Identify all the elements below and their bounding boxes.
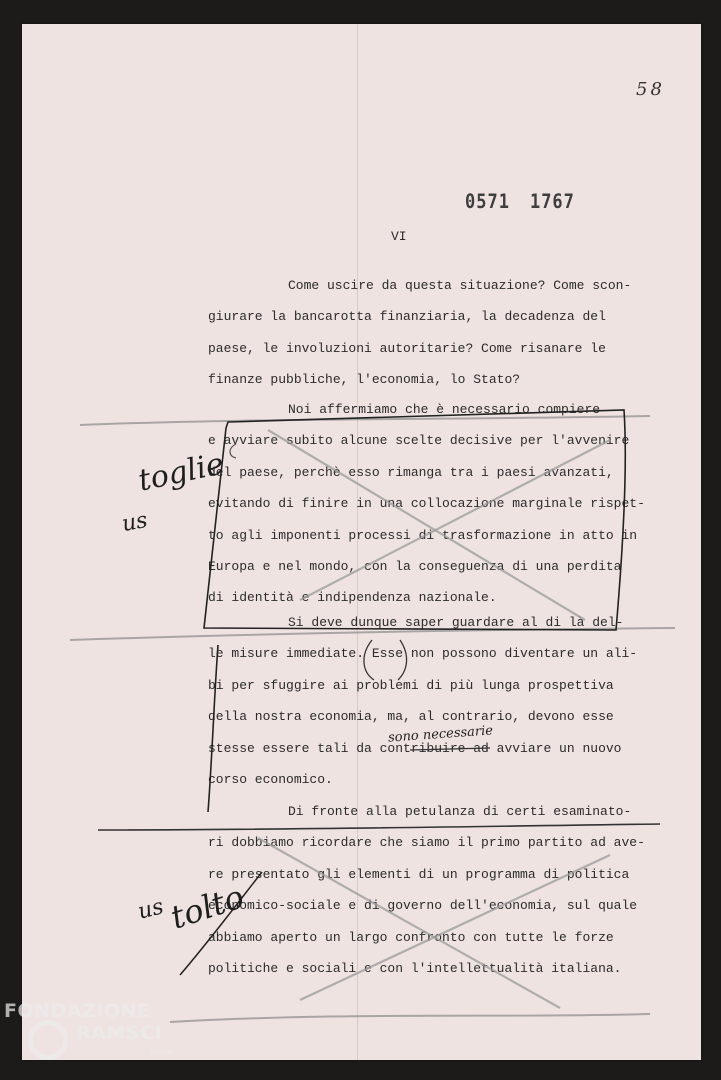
watermark-g-icon xyxy=(28,1020,68,1060)
paragraph-3 xyxy=(208,607,638,795)
watermark-line-1: FONDAZIONE xyxy=(4,1000,151,1022)
text-line: abbiamo aperto un largo confronto con tutte le forze xyxy=(208,929,614,945)
text-line: del paese, perchè esso rimanga tra i paesi avanzati, xyxy=(208,464,614,480)
text-line: Di fronte alla petulanza di certi esaminato- xyxy=(288,804,632,819)
text-line: stesse essere tali da contribuire ad avviare un nuovo xyxy=(208,740,622,756)
stamp-part-1: 0571 xyxy=(465,190,510,214)
page-number: 58 xyxy=(636,79,665,100)
text-line: di identità e indipendenza nazionale. xyxy=(208,590,497,606)
text-line: ri dobbiamo ricordare che siamo il primo partito ad ave- xyxy=(208,835,645,851)
text-line: giurare la bancarotta finanziaria, la decadenza del xyxy=(208,309,606,325)
fondazione-gramsci-watermark xyxy=(4,1000,204,1070)
stamp-part-2: 1767 xyxy=(529,190,575,214)
text-line: economico-sociale e di governo dell'economia, sul quale xyxy=(208,898,638,914)
paragraph-1 xyxy=(208,270,632,396)
text-line: Europa e nel mondo, con la conseguenza di una perdita xyxy=(208,558,622,574)
text-line: to agli imponenti processi di trasformazione in atto in xyxy=(208,527,638,543)
handwritten-us-2: us xyxy=(135,894,167,925)
text-line: finanze pubbliche, l'economia, lo Stato? xyxy=(208,372,521,388)
paragraph-2 xyxy=(208,394,645,614)
text-line: le misure immediate. Esse non possono diventare un ali- xyxy=(208,646,638,662)
text-line: Si deve dunque saper guardare al di là del- xyxy=(288,615,624,630)
handwritten-insertion: sono necessarie xyxy=(387,723,494,746)
watermark-line-2: RAMSCI xyxy=(76,1022,162,1044)
paragraph-4 xyxy=(208,796,645,984)
text-line: e avviare subito alcune scelte decisive per l'avvenire xyxy=(208,433,630,449)
text-line: bi per sfuggire ai problemi di più lunga prospettiva xyxy=(208,677,614,693)
handwritten-tolto: tolto xyxy=(165,877,249,937)
text-line: Noi affermiamo che è necessario compiere xyxy=(288,402,601,417)
watermark-line-3: onlus xyxy=(150,1048,175,1058)
handwritten-us-1: us xyxy=(120,507,150,538)
text-line: corso economico. xyxy=(208,771,333,787)
text-line: Come uscire da questa situazione? Come scon- xyxy=(288,278,632,293)
text-line: politiche e sociali e con l'intellettualità italiana. xyxy=(208,960,622,976)
text-line: re presentato gli elementi di un programma di politica xyxy=(208,866,630,882)
text-line: della nostra economia, ma, al contrario, devono esse xyxy=(208,709,614,725)
chapter-heading: VI xyxy=(391,229,407,244)
handwritten-toglie: toglie xyxy=(135,446,227,499)
archive-stamp xyxy=(465,191,575,214)
text-line: evitando di finire in una collocazione marginale rispet- xyxy=(208,496,645,512)
text-line: paese, le involuzioni autoritarie? Come risanare le xyxy=(208,340,606,356)
